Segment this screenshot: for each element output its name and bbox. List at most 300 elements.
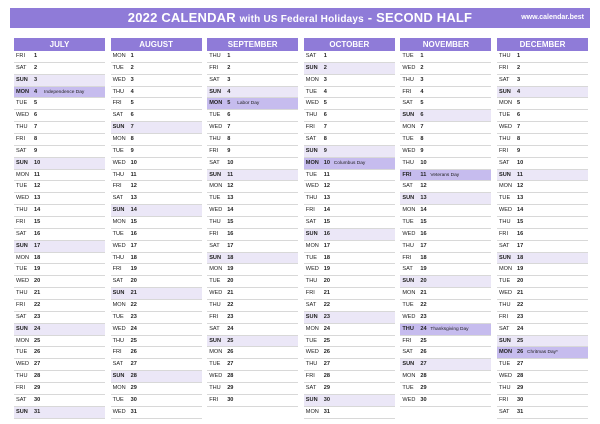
day-row xyxy=(207,241,298,253)
day-of-week: SAT xyxy=(112,361,124,368)
day-number: 16 xyxy=(227,230,234,237)
day-row xyxy=(14,383,105,395)
day-number: 30 xyxy=(323,396,331,403)
day-row xyxy=(14,193,105,205)
website-link[interactable]: www.calendar.best xyxy=(521,14,584,21)
day-row xyxy=(14,98,105,110)
day-number: 18 xyxy=(420,254,427,261)
day-number: 19 xyxy=(130,266,137,273)
day-row xyxy=(14,181,105,193)
day-number: 14 xyxy=(227,207,234,214)
day-of-week: THU xyxy=(402,76,414,83)
day-row xyxy=(304,336,395,348)
day-of-week: SAT xyxy=(305,53,317,59)
day-row xyxy=(14,253,105,265)
day-number: 9 xyxy=(420,147,424,154)
day-of-week: SUN xyxy=(402,278,415,285)
day-row xyxy=(111,359,202,371)
day-of-week: MON xyxy=(402,124,416,131)
day-row xyxy=(14,205,105,217)
day-row xyxy=(111,383,202,395)
day-row xyxy=(14,87,105,99)
day-row xyxy=(400,229,491,241)
day-of-week: WED xyxy=(499,373,513,380)
day-number: 17 xyxy=(420,242,427,249)
day-of-week: SUN xyxy=(209,337,221,344)
day-row xyxy=(497,134,588,146)
day-of-week: MON xyxy=(112,385,126,392)
day-row xyxy=(497,229,588,241)
day-of-week: SUN xyxy=(305,313,318,320)
day-number: 20 xyxy=(130,278,137,285)
day-of-week: MON xyxy=(499,183,513,190)
day-row xyxy=(497,371,588,383)
day-row xyxy=(497,181,588,193)
day-of-week: FRI xyxy=(305,207,315,214)
day-of-week: THU xyxy=(305,195,318,202)
day-of-week: THU xyxy=(499,302,511,309)
day-number: 20 xyxy=(517,278,524,285)
day-row xyxy=(111,110,202,122)
day-number: 4 xyxy=(130,88,134,95)
day-number: 16 xyxy=(34,230,41,237)
day-number: 27 xyxy=(34,361,41,368)
day-of-week: TUE xyxy=(402,136,414,143)
day-of-week: FRI xyxy=(209,313,219,320)
day-of-week: WED xyxy=(209,373,223,380)
day-number: 23 xyxy=(517,313,524,320)
day-row xyxy=(111,241,202,253)
day-row xyxy=(111,134,202,146)
day-number: 8 xyxy=(34,136,38,143)
day-number: 17 xyxy=(130,242,137,249)
day-number: 3 xyxy=(34,76,38,83)
day-row xyxy=(304,146,395,158)
day-number: 24 xyxy=(323,325,331,332)
months-grid xyxy=(14,38,590,414)
day-row xyxy=(207,312,298,324)
day-number: 15 xyxy=(323,219,331,226)
day-row xyxy=(497,288,588,300)
day-row xyxy=(304,407,395,419)
day-number: 5 xyxy=(34,100,38,107)
day-of-week: TUE xyxy=(402,302,414,309)
day-row xyxy=(111,98,202,110)
day-row xyxy=(207,395,298,407)
day-number: 8 xyxy=(130,136,134,143)
day-row xyxy=(400,63,491,75)
day-row xyxy=(207,336,298,348)
day-row xyxy=(304,229,395,241)
day-row xyxy=(111,229,202,241)
day-row xyxy=(400,110,491,122)
day-row xyxy=(304,324,395,336)
day-row xyxy=(304,75,395,87)
day-row xyxy=(497,336,588,348)
day-number: 3 xyxy=(227,76,231,83)
day-number: 15 xyxy=(420,219,427,226)
day-row xyxy=(207,324,298,336)
day-of-week: WED xyxy=(305,183,319,190)
day-row xyxy=(207,300,298,312)
day-number: 11 xyxy=(420,171,427,178)
day-row xyxy=(111,217,202,229)
day-row xyxy=(111,347,202,359)
day-of-week: SAT xyxy=(402,100,413,107)
day-row xyxy=(111,63,202,75)
day-number: 1 xyxy=(517,53,521,59)
day-number: 9 xyxy=(517,147,521,154)
day-of-week: TUE xyxy=(16,100,28,107)
day-number: 3 xyxy=(323,76,327,83)
day-row xyxy=(304,371,395,383)
day-row xyxy=(14,63,105,75)
day-of-week: THU xyxy=(209,385,221,392)
day-row xyxy=(14,134,105,146)
day-row xyxy=(111,371,202,383)
day-row xyxy=(304,300,395,312)
day-of-week: TUE xyxy=(305,171,317,178)
day-row xyxy=(400,193,491,205)
day-number: 18 xyxy=(227,254,234,261)
day-of-week: SUN xyxy=(305,147,318,154)
day-number: 2 xyxy=(130,64,134,71)
day-row xyxy=(207,193,298,205)
day-of-week: THU xyxy=(499,385,511,392)
day-of-week: SUN xyxy=(16,325,28,332)
day-of-week: TUE xyxy=(305,337,317,344)
day-of-week: THU xyxy=(16,207,28,214)
day-number: 14 xyxy=(323,207,331,214)
day-number: 21 xyxy=(227,290,234,297)
day-of-week: FRI xyxy=(499,396,509,403)
day-row xyxy=(111,87,202,99)
day-of-week: SAT xyxy=(402,183,413,190)
day-number: 14 xyxy=(130,207,137,214)
day-of-week: MON xyxy=(16,254,30,261)
day-number: 23 xyxy=(420,313,427,320)
day-number: 9 xyxy=(323,147,327,154)
day-row xyxy=(400,336,491,348)
day-number: 2 xyxy=(227,64,231,71)
day-of-week: SAT xyxy=(16,396,27,403)
day-of-week: TUE xyxy=(402,53,414,59)
holiday-label: Labor Day xyxy=(237,101,260,107)
day-of-week: WED xyxy=(16,278,30,285)
day-number: 23 xyxy=(227,313,234,320)
day-of-week: SUN xyxy=(499,88,511,95)
day-of-week: SAT xyxy=(112,112,124,119)
day-of-week: TUE xyxy=(402,385,414,392)
day-number: 6 xyxy=(323,112,327,119)
day-of-week: MON xyxy=(402,290,416,297)
day-of-week: WED xyxy=(499,124,513,131)
day-number: 21 xyxy=(517,290,524,297)
day-row xyxy=(497,158,588,170)
day-number: 7 xyxy=(323,124,327,131)
day-number: 11 xyxy=(130,171,137,178)
day-row xyxy=(497,217,588,229)
day-number: 8 xyxy=(227,136,231,143)
day-number: 28 xyxy=(420,373,427,380)
day-number: 23 xyxy=(130,313,137,320)
day-of-week: TUE xyxy=(112,230,124,237)
title-subtitle: with US Federal Holidays xyxy=(239,14,364,25)
day-row xyxy=(497,383,588,395)
day-of-week: FRI xyxy=(112,349,122,356)
day-number: 2 xyxy=(517,64,521,71)
day-of-week: SAT xyxy=(16,64,27,71)
day-of-week: SAT xyxy=(499,76,510,83)
day-of-week: FRI xyxy=(209,147,219,154)
month-column-september xyxy=(207,38,298,407)
day-row xyxy=(304,395,395,407)
day-of-week: WED xyxy=(402,147,416,154)
day-of-week: MON xyxy=(209,349,223,356)
day-number: 25 xyxy=(130,337,137,344)
day-row xyxy=(111,253,202,265)
day-number: 6 xyxy=(34,112,38,119)
day-row xyxy=(497,170,588,182)
day-number: 29 xyxy=(323,385,331,392)
day-of-week: TUE xyxy=(16,349,28,356)
day-number: 19 xyxy=(420,266,427,273)
day-row xyxy=(111,288,202,300)
day-number: 15 xyxy=(227,219,234,226)
day-of-week: MON xyxy=(305,325,319,332)
day-of-week: FRI xyxy=(16,219,26,226)
day-row xyxy=(497,264,588,276)
day-row xyxy=(400,217,491,229)
day-number: 26 xyxy=(34,349,41,356)
day-of-week: SAT xyxy=(16,313,27,320)
day-row xyxy=(497,253,588,265)
day-row xyxy=(14,146,105,158)
holiday-label: Chritmas Day* xyxy=(527,350,558,356)
day-number: 7 xyxy=(130,124,134,131)
day-number: 29 xyxy=(420,385,427,392)
day-number: 6 xyxy=(227,112,231,119)
day-of-week: SAT xyxy=(209,76,220,83)
day-row xyxy=(400,75,491,87)
day-row xyxy=(207,205,298,217)
day-row xyxy=(111,407,202,419)
day-number: 15 xyxy=(34,219,41,226)
day-of-week: SAT xyxy=(402,349,413,356)
day-of-week: SUN xyxy=(499,171,511,178)
day-number: 30 xyxy=(34,396,41,403)
day-of-week: MON xyxy=(402,207,416,214)
day-of-week: THU xyxy=(112,254,125,261)
day-row xyxy=(14,51,105,63)
day-row xyxy=(400,264,491,276)
day-number: 26 xyxy=(420,349,427,356)
day-number: 16 xyxy=(130,230,137,237)
day-number: 16 xyxy=(517,230,524,237)
day-row xyxy=(111,324,202,336)
day-of-week: FRI xyxy=(305,290,315,297)
day-number: 13 xyxy=(130,195,137,202)
day-row xyxy=(207,98,298,110)
day-row xyxy=(14,110,105,122)
day-row xyxy=(400,146,491,158)
day-number: 11 xyxy=(227,171,234,178)
day-row xyxy=(304,217,395,229)
day-number: 19 xyxy=(34,266,41,273)
day-number: 23 xyxy=(323,313,331,320)
day-of-week: FRI xyxy=(499,313,509,320)
day-of-week: WED xyxy=(402,313,416,320)
day-number: 22 xyxy=(517,302,524,309)
day-of-week: WED xyxy=(209,124,223,131)
day-number: 31 xyxy=(323,408,331,415)
day-row xyxy=(400,122,491,134)
month-header: AUGUST xyxy=(111,38,202,51)
day-of-week: SUN xyxy=(305,64,318,71)
day-of-week: TUE xyxy=(402,219,414,226)
day-of-week: WED xyxy=(402,230,416,237)
day-number: 10 xyxy=(323,159,331,166)
day-row xyxy=(497,98,588,110)
day-number: 16 xyxy=(323,230,331,237)
title-dash: - xyxy=(367,10,373,25)
day-row xyxy=(304,288,395,300)
day-of-week: SAT xyxy=(402,266,413,273)
day-row xyxy=(304,383,395,395)
day-of-week: SUN xyxy=(499,337,511,344)
day-of-week: TUE xyxy=(499,278,511,285)
day-row xyxy=(304,205,395,217)
day-row xyxy=(400,288,491,300)
day-number: 10 xyxy=(227,159,234,166)
day-of-week: MON xyxy=(209,266,223,273)
day-of-week: THU xyxy=(112,171,125,178)
day-of-week: MON xyxy=(16,337,30,344)
day-of-week: THU xyxy=(209,219,221,226)
day-row xyxy=(207,288,298,300)
day-row xyxy=(111,181,202,193)
day-number: 18 xyxy=(323,254,331,261)
day-of-week: THU xyxy=(16,290,28,297)
month-header: DECEMBER xyxy=(497,38,588,51)
day-row xyxy=(497,193,588,205)
day-of-week: SUN xyxy=(209,88,221,95)
day-of-week: THU xyxy=(402,325,414,332)
day-of-week: MON xyxy=(305,242,319,249)
day-number: 29 xyxy=(130,385,137,392)
day-row xyxy=(14,229,105,241)
day-of-week: TUE xyxy=(209,112,221,119)
day-row xyxy=(497,324,588,336)
day-number: 11 xyxy=(323,171,330,178)
day-of-week: MON xyxy=(16,88,30,95)
day-number: 30 xyxy=(517,396,524,403)
day-row xyxy=(400,181,491,193)
day-row xyxy=(207,134,298,146)
day-number: 24 xyxy=(130,325,137,332)
day-of-week: THU xyxy=(402,159,414,166)
day-of-week: MON xyxy=(305,76,319,83)
day-row xyxy=(497,146,588,158)
day-number: 22 xyxy=(420,302,427,309)
day-of-week: SUN xyxy=(209,254,221,261)
day-of-week: SAT xyxy=(209,325,220,332)
day-of-week: TUE xyxy=(209,361,221,368)
day-number: 10 xyxy=(420,159,427,166)
day-number: 31 xyxy=(130,408,137,415)
day-of-week: THU xyxy=(16,373,28,380)
title-main: 2022 CALENDAR xyxy=(127,10,236,25)
day-row xyxy=(304,193,395,205)
day-of-week: FRI xyxy=(16,385,26,392)
day-number: 30 xyxy=(420,396,427,403)
day-of-week: WED xyxy=(16,195,30,202)
day-number: 10 xyxy=(517,159,524,166)
day-of-week: SAT xyxy=(112,195,124,202)
day-number: 13 xyxy=(323,195,331,202)
day-number: 28 xyxy=(323,373,331,380)
day-row xyxy=(400,324,491,336)
day-of-week: WED xyxy=(305,266,319,273)
day-row xyxy=(111,312,202,324)
day-number: 5 xyxy=(323,100,327,107)
day-of-week: WED xyxy=(209,290,223,297)
day-number: 24 xyxy=(34,325,41,332)
day-number: 20 xyxy=(34,278,41,285)
day-of-week: SAT xyxy=(499,408,510,415)
day-of-week: WED xyxy=(305,349,319,356)
day-of-week: FRI xyxy=(112,100,122,107)
day-number: 6 xyxy=(517,112,521,119)
day-row xyxy=(497,395,588,407)
day-number: 16 xyxy=(420,230,427,237)
day-of-week: FRI xyxy=(499,230,509,237)
day-number: 8 xyxy=(420,136,424,143)
day-of-week: FRI xyxy=(209,396,219,403)
day-of-week: FRI xyxy=(499,64,509,71)
day-number: 19 xyxy=(517,266,524,273)
day-number: 12 xyxy=(130,183,137,190)
day-number: 18 xyxy=(517,254,524,261)
day-of-week: TUE xyxy=(16,266,28,273)
day-of-week: FRI xyxy=(499,147,509,154)
day-row xyxy=(400,395,491,407)
day-row xyxy=(207,63,298,75)
day-of-week: TUE xyxy=(112,313,124,320)
day-number: 18 xyxy=(130,254,137,261)
day-number: 17 xyxy=(517,242,524,249)
day-of-week: SAT xyxy=(499,242,510,249)
day-of-week: FRI xyxy=(16,53,26,59)
month-column-december xyxy=(497,38,588,419)
day-number: 5 xyxy=(130,100,134,107)
day-of-week: TUE xyxy=(209,278,221,285)
day-row xyxy=(207,170,298,182)
day-of-week: SUN xyxy=(112,290,125,297)
day-row xyxy=(14,359,105,371)
day-of-week: TUE xyxy=(305,88,317,95)
day-of-week: WED xyxy=(209,207,223,214)
day-number: 4 xyxy=(323,88,327,95)
day-row xyxy=(304,170,395,182)
day-row xyxy=(111,158,202,170)
day-of-week: WED xyxy=(112,159,126,166)
day-row xyxy=(207,181,298,193)
day-of-week: SUN xyxy=(112,373,125,380)
day-number: 9 xyxy=(130,147,134,154)
day-number: 31 xyxy=(34,408,41,415)
day-row xyxy=(207,146,298,158)
